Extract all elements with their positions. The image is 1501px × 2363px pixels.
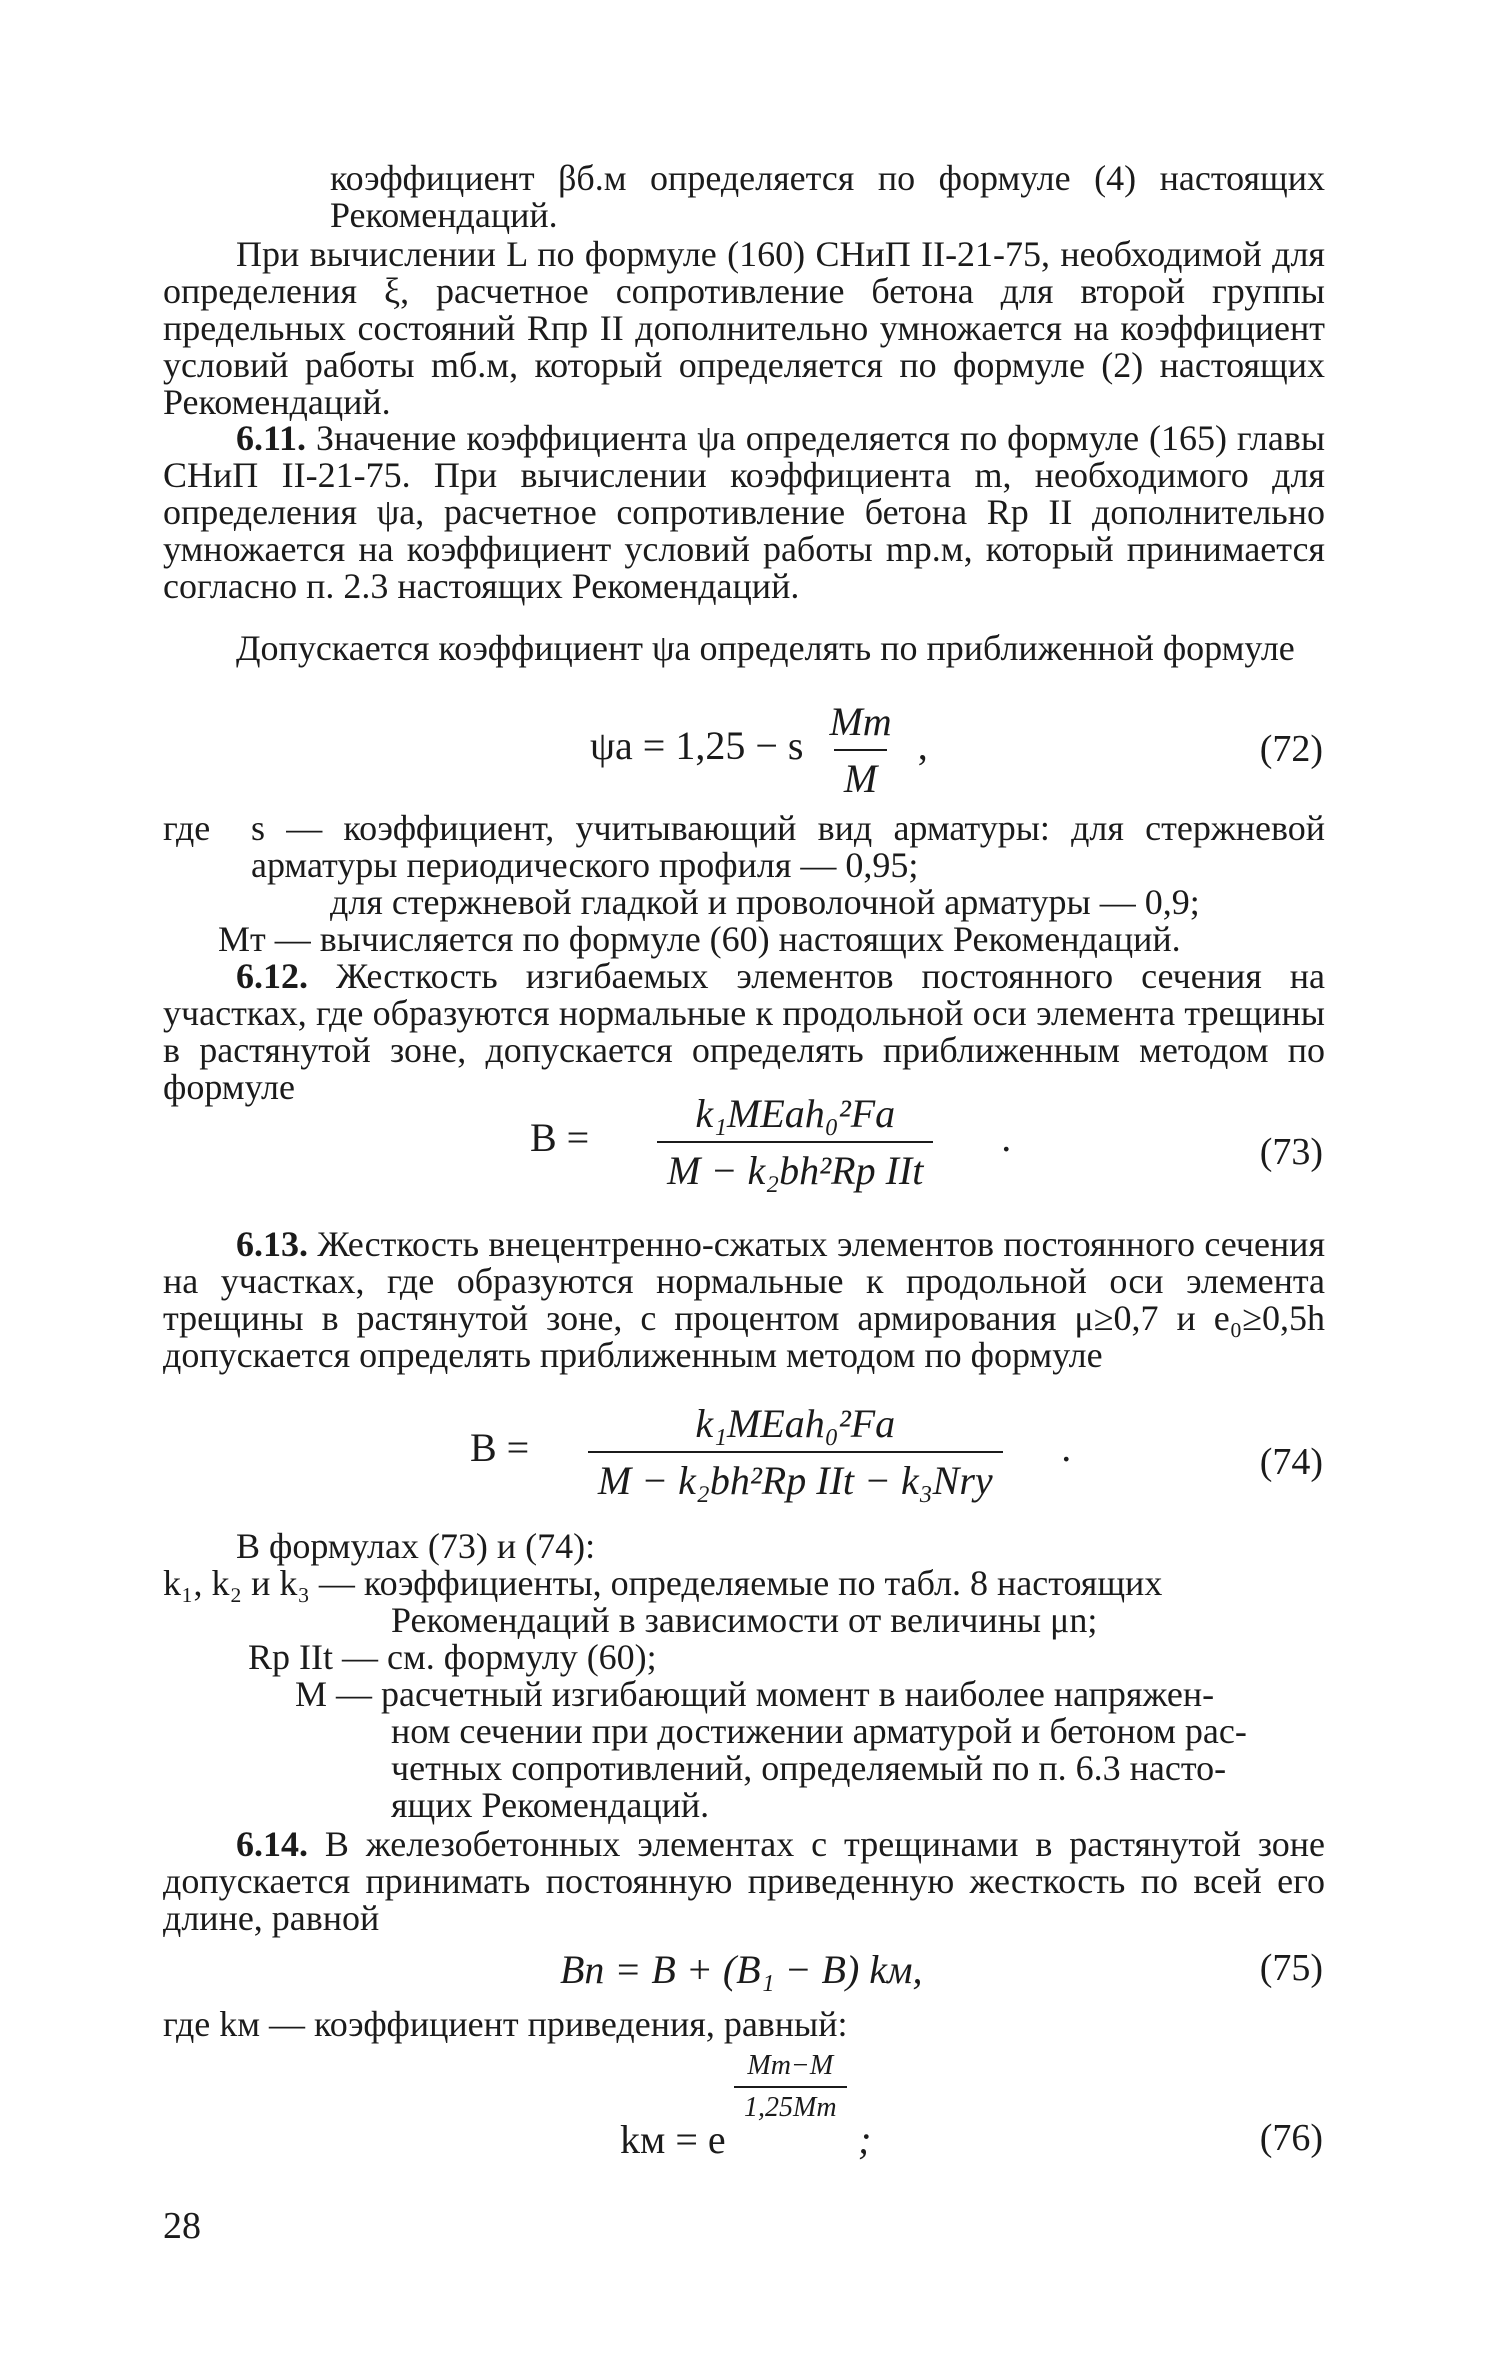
fraction-numerator: Mт — [829, 699, 892, 744]
m-definition-cont: четных сопротивлений, определяемый по п. 6.3 насто- — [391, 1748, 1227, 1788]
paragraph-text: коэффициент βб.м определяется по формуле (4) настоящих Рекомендаций. — [330, 158, 1325, 235]
equation-number-72: (72) — [1259, 728, 1323, 770]
section-text: Значение коэффициента ψа определяется по формуле (165) главы СНиП II-21-75. При вычислении коэффициента m, необходимого для определения ψа, расчетное сопротивление бетона Rр II дополнительно умножается на коэффициент условий работы mр.м, который принимается согласно п. 2.3 настоящих Рекомендаций. — [163, 418, 1325, 606]
equation-75: Bп = B + (B₁ − B) kм, — [560, 1947, 923, 1992]
equation-fraction — [545, 1400, 1045, 1504]
s-definition — [251, 810, 1325, 884]
equation-72 — [590, 698, 928, 802]
m-definition: M — расчетный изгибающий момент в наиболее напряжен- — [295, 1674, 1215, 1714]
paragraph-text: Допускается коэффициент ψа определять по приближенной формуле — [236, 628, 1295, 668]
section-text: В железобетонных элементах с трещинами в растянутой зоне допускается принимать постоянную приведенную жесткость по всей его длине, равной — [163, 1824, 1326, 1938]
fraction-denominator: M — [834, 749, 887, 802]
m-definition-cont: ящих Рекомендаций. — [391, 1785, 710, 1825]
where-word: где — [163, 808, 211, 848]
s-definition-2: для стержневой гладкой и проволочной арматуры — 0,9; — [330, 882, 1200, 922]
definitions-72 — [163, 810, 1325, 960]
k-definition-cont: Рекомендаций в зависимости от величины μn; — [391, 1600, 1098, 1640]
section-text: Жесткость внецентренно-сжатых элементов постоянного сечения на участках, где образуются нормальные к продольной оси элемента трещины в растянутой зоне, с процентом армирования μ≥0,7 и e₀≥0,5h допускается определять приближенным методом по формуле — [163, 1224, 1326, 1375]
equation-lhs: ψа = 1,25 − s — [590, 723, 804, 769]
paragraph-text: где kм — коэффициент приведения, равный: — [163, 2004, 848, 2044]
section-number: 6.13. — [236, 1224, 308, 1264]
equation-number-73: (73) — [1259, 1131, 1323, 1173]
definitions-73-74 — [163, 1526, 1325, 1825]
section-6-12 — [163, 958, 1325, 1106]
fraction-denominator: M − k₂bh²Rр IIt — [657, 1141, 933, 1194]
equation-number-74: (74) — [1259, 1441, 1323, 1483]
equation-lhs: B = — [470, 1425, 530, 1471]
section-number: 6.11. — [236, 418, 307, 458]
fraction-numerator: Mт−M — [747, 2050, 834, 2081]
equation-tail: ; — [858, 2117, 872, 2162]
equation-tail: , — [917, 723, 928, 769]
paragraph-approx-formula — [163, 630, 1325, 667]
definition-text: s — коэффициент, учитывающий вид арматуры: для стержневой арматуры периодического профиля — 0,95; — [251, 808, 1325, 885]
equation-number-76: (76) — [1259, 2117, 1323, 2159]
equation-76-exponent — [728, 2050, 853, 2124]
where-km-line — [163, 2006, 1325, 2043]
page-number: 28 — [163, 2205, 201, 2247]
equation-number-75: (75) — [1259, 1947, 1323, 1989]
section-6-13 — [163, 1226, 1325, 1374]
equation-73 — [530, 1090, 1011, 1194]
m-definition-cont: ном сечении при достижении арматурой и бетоном рас- — [391, 1711, 1247, 1751]
fraction-denominator: M − k₂bh²Rр IIt − k₃Nry — [588, 1451, 1003, 1504]
equation-tail: . — [1061, 1425, 1072, 1471]
section-number: 6.12. — [236, 956, 308, 996]
equation-74 — [470, 1400, 1071, 1504]
equation-lhs: kм = e — [620, 2117, 726, 2162]
equation-76 — [620, 2116, 726, 2163]
section-number: 6.14. — [236, 1824, 308, 1864]
fraction-numerator: k₁MEаh₀²Fа — [695, 1401, 896, 1446]
k-definition: k₁, k₂ и k₃ — коэффициенты, определяемые по табл. 8 настоящих — [163, 1563, 1163, 1603]
equation-tail: . — [1001, 1115, 1012, 1161]
in-formulas-line: В формулах (73) и (74): — [236, 1526, 596, 1566]
equation-fraction — [819, 698, 901, 802]
fraction-denominator: 1,25Mт — [734, 2086, 847, 2124]
equation-lhs: B = — [530, 1115, 590, 1161]
exponent-fraction — [734, 2050, 847, 2124]
paragraph-beta-coefficient — [330, 160, 1325, 234]
mt-definition: Mт — вычисляется по формуле (60) настоящих Рекомендаций. — [218, 919, 1181, 959]
paragraph-calc-l — [163, 236, 1325, 421]
fraction-numerator: k₁MEаh₀²Fа — [695, 1091, 896, 1136]
section-6-14 — [163, 1826, 1325, 1937]
paragraph-text: При вычислении L по формуле (160) СНиП II-21-75, необходимой для определения ξ, расчетное сопротивление бетона для второй группы предельных состояний Rпр II дополнительно умножается на коэффициент условий работы mб.м, который определяется по формуле (2) настоящих Рекомендаций. — [163, 234, 1325, 422]
equation-fraction — [605, 1090, 985, 1194]
r-definition: Rр IIt — см. формулу (60); — [248, 1637, 657, 1677]
section-6-11 — [163, 420, 1325, 605]
section-text: Жесткость изгибаемых элементов постоянного сечения на участках, где образуются нормальные к продольной оси элемента трещины в растянутой зоне, допускается определять приближенным методом по формуле — [163, 956, 1326, 1107]
